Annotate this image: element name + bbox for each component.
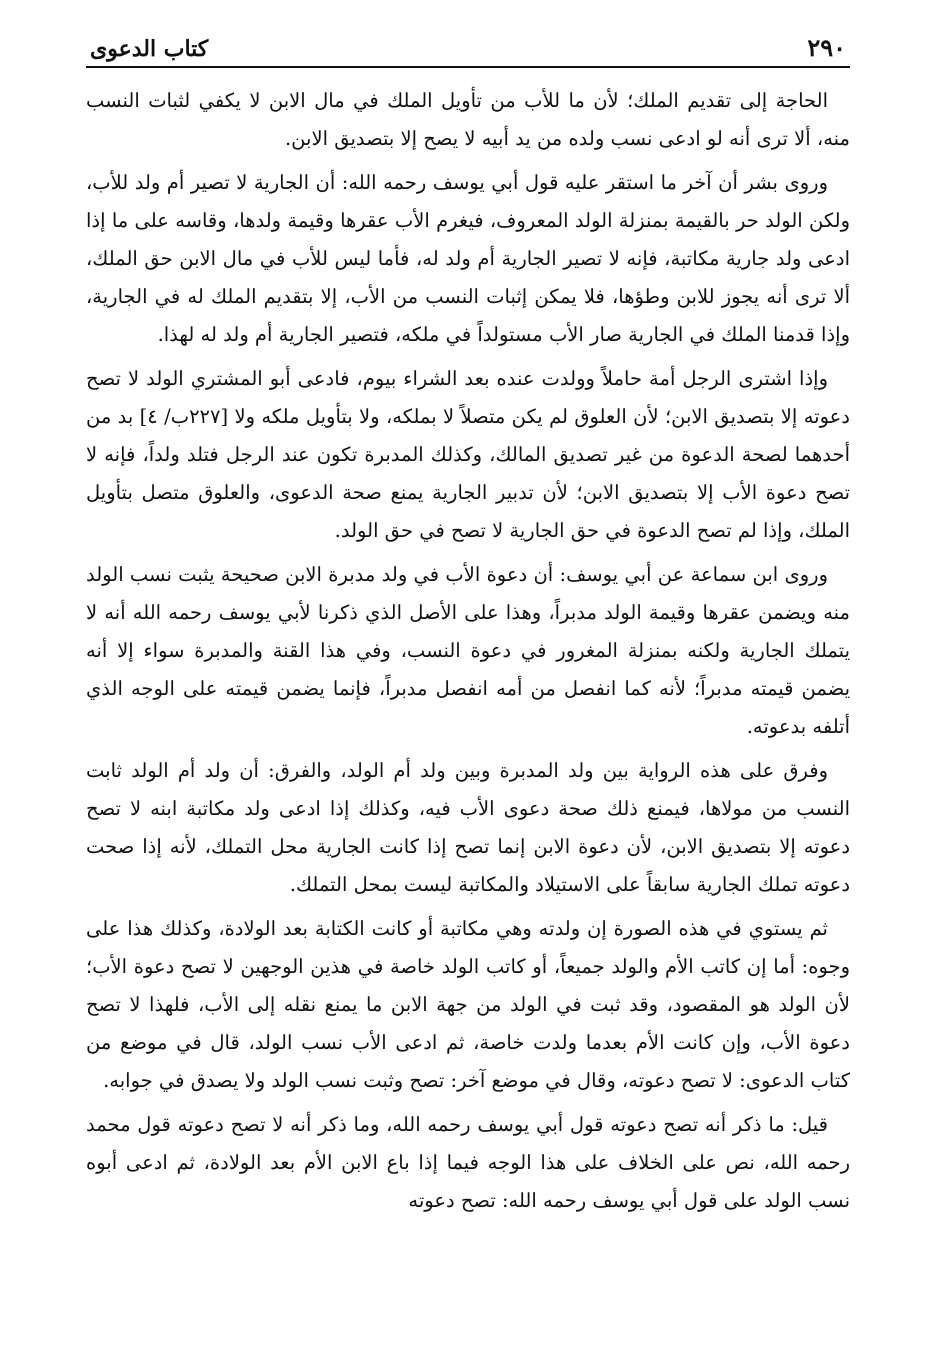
page-header — [86, 22, 850, 68]
paragraph: ثم يستوي في هذه الصورة إن ولدته وهي مكاتبة أو كانت الكتابة بعد الولادة، وكذلك هذا على وجوه: أما إن كاتب الأم والولد جميعاً، أو كاتب الولد خاصة في هذين الوجهين لا تصح دعوة الأب؛ لأن الولد هو المقصود، وقد ثبت في الولد من جهة الابن ما يمنع نقله إلى الأب، فلهذا لا تصح دعوة الأب، وإن كانت الأم بعدما ولدت خاصة، ثم ادعى الأب نسب الولد، قال في موضع من كتاب الدعوى: لا تصح دعوته، وقال في موضع آخر: تصح وثبت نسب الولد ولا يصدق في جوابه. — [86, 917, 850, 1092]
body-text — [86, 82, 850, 1220]
running-title: كتاب الدعوى — [90, 36, 209, 62]
paragraph: الحاجة إلى تقديم الملك؛ لأن ما للأب من تأويل الملك في مال الابن لا يكفي لثبات النسب منه، ألا ترى أنه لو ادعى نسب ولده من يد أبيه لا يصح إلا بتصديق الابن. — [86, 89, 850, 150]
paragraph: وروى ابن سماعة عن أبي يوسف: أن دعوة الأب في ولد مدبرة الابن صحيحة يثبت نسب الولد منه ويضمن عقرها وقيمة الولد مدبراً، وهذا على الأصل الذي ذكرنا لأبي يوسف رحمه الله أنه لا يتملك الجارية ولكنه بمنزلة المغرور في دعوة النسب، وفي هذا القنة والمدبرة سواء إلا أنه يضمن قيمته مدبراً؛ لأنه كما انفصل من أمه انفصل مدبراً، فإنما يضمن قيمته على الوجه الذي أتلفه بدعوته. — [86, 563, 850, 738]
paragraph: وإذا اشترى الرجل أمة حاملاً وولدت عنده بعد الشراء بيوم، فادعى أبو المشتري الولد لا تصح دعوته إلا بتصديق الابن؛ لأن العلوق لم يكن متصلاً لا بملكه، ولا بتأويل ملكه ولا [٢٢٧ب/ ٤] بد من أحدهما لصحة الدعوة من غير تصديق المالك، وكذلك المدبرة تكون عند الرجل فتلد ولداً، فإنه لا تصح دعوة الأب إلا بتصديق الابن؛ لأن تدبير الجارية يمنع صحة الدعوى، والعلوق متصل بتأويل الملك، وإذا لم تصح الدعوة في حق الجارية لا تصح في حق الولد. — [86, 367, 850, 542]
paragraph: قيل: ما ذكر أنه تصح دعوته قول أبي يوسف رحمه الله، وما ذكر أنه لا تصح دعوته قول محمد رحمه الله، نص على الخلاف على هذا الوجه فيما إذا باع الابن الأم بعد الولادة، ثم ادعى أبوه نسب الولد على قول أبي يوسف رحمه الله: تصح دعوته — [86, 1113, 850, 1212]
paragraph: وروى بشر أن آخر ما استقر عليه قول أبي يوسف رحمه الله: أن الجارية لا تصير أم ولد للأب، ولكن الولد حر بالقيمة بمنزلة الولد المعروف، فيغرم الأب عقرها وقيمة ولدها، وقاسه على ما إذا ادعى ولد جارية مكاتبة، فإنه لا تصير الجارية أم ولد له، فأما ليس للأب في مال الابن حق الملك، ألا ترى أنه يجوز للابن وطؤها، فلا يمكن إثبات النسب من الأب، إلا بتقديم الملك له في الجارية، وإذا قدمنا الملك في الجارية صار الأب مستولداً في ملكه، فتصير الجارية أم ولد له لهذا. — [86, 171, 850, 346]
paragraph: وفرق على هذه الرواية بين ولد المدبرة وبين ولد أم الولد، والفرق: أن ولد أم الولد ثابت النسب من مولاها، فيمنع ذلك صحة دعوى الأب فيه، وكذلك إذا ادعى ولد مكاتبة ابنه لا تصح دعوته إلا بتصديق الابن، لأن دعوة الابن إنما تصح إذا كانت الجارية محل التملك، لأنه إذا صحت دعوته تملك الجارية سابقاً على الاستيلاد والمكاتبة ليست بمحل التملك. — [86, 759, 850, 896]
page-number: ٢٩٠ — [807, 33, 846, 62]
